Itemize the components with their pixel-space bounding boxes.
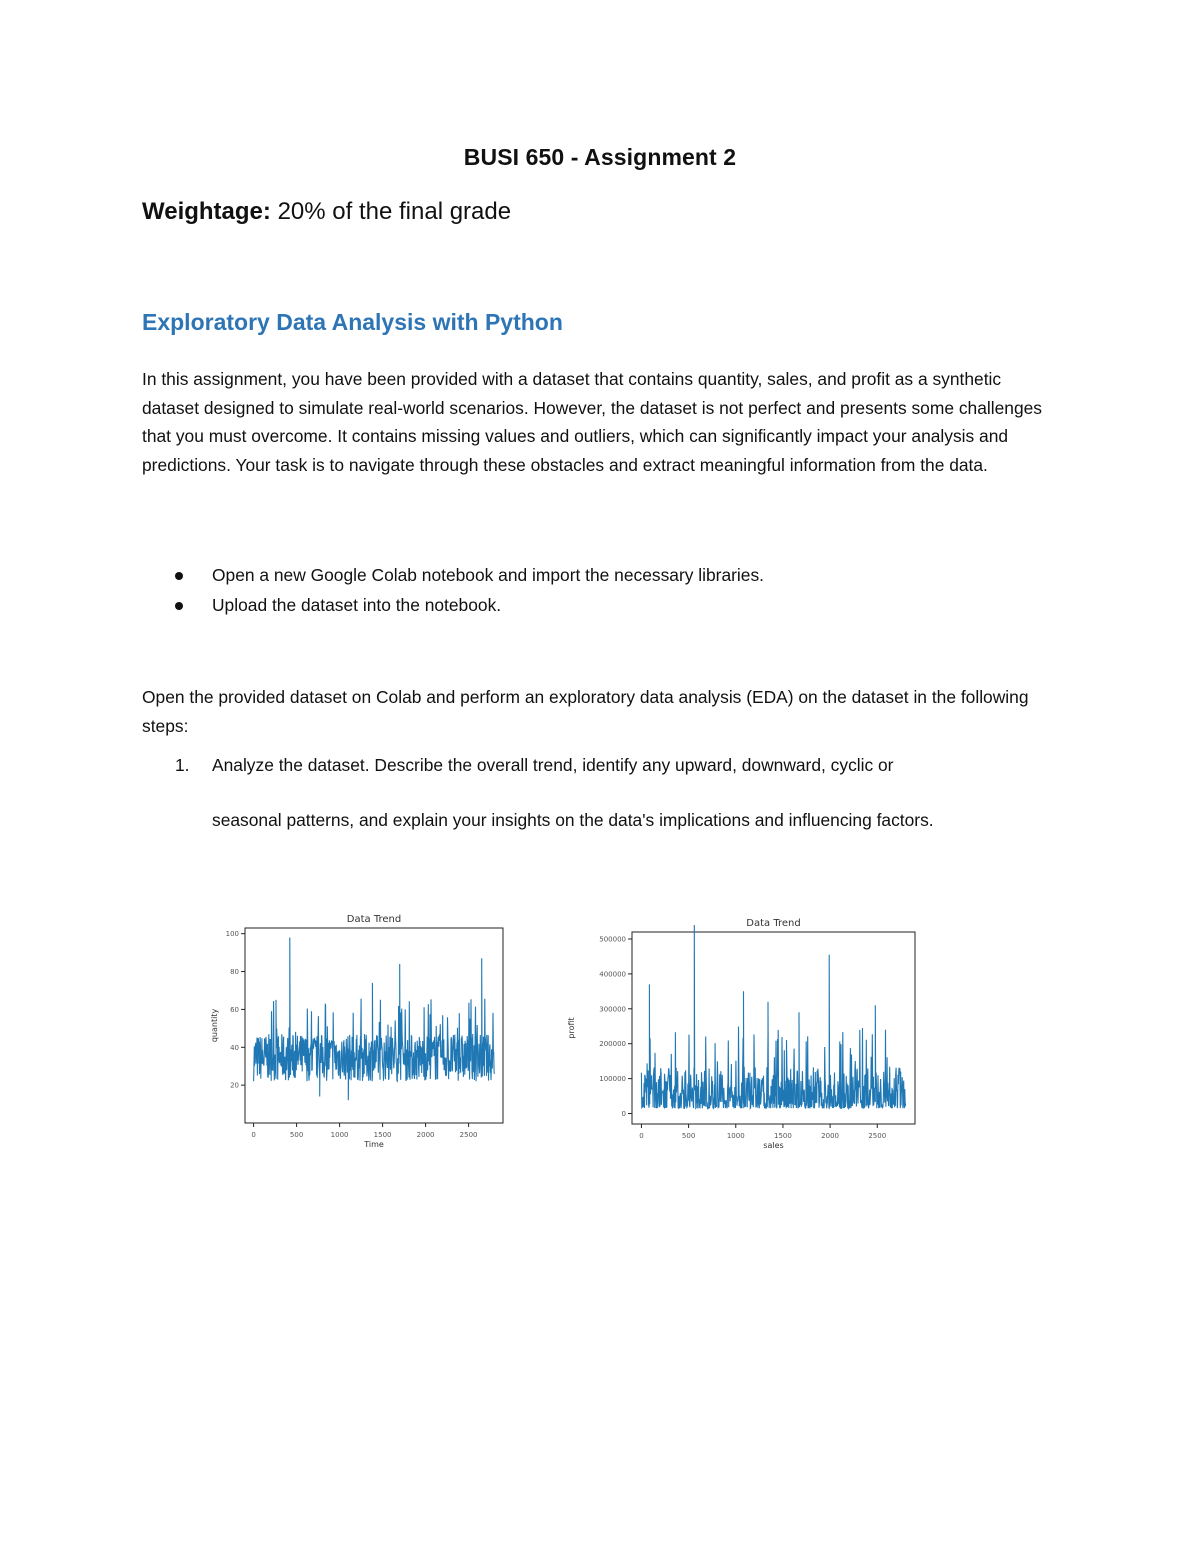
document-title: BUSI 650 - Assignment 2 — [463, 144, 737, 170]
bullet-list — [142, 565, 1042, 625]
weightage-line — [142, 198, 511, 226]
bullet-text: Upload the dataset into the notebook. — [212, 595, 502, 615]
x-tick-label: 1000 — [726, 1132, 745, 1140]
bullet-dot-icon — [175, 572, 183, 580]
y-tick-label: 100 — [225, 930, 239, 939]
chart-profit-trend — [560, 910, 920, 1150]
series-line — [641, 925, 905, 1108]
y-tick-label: 60 — [230, 1005, 239, 1014]
weightage-label: Weightage: — [142, 198, 271, 225]
y-tick-label: 500000 — [599, 935, 626, 944]
x-tick-label: 500 — [289, 1131, 304, 1139]
x-tick-label: 0 — [251, 1131, 256, 1139]
x-tick-label: 2000 — [821, 1132, 840, 1140]
y-tick-label: 20 — [230, 1081, 239, 1090]
series-line — [254, 938, 495, 1101]
x-axis-label: sales — [763, 1141, 784, 1150]
bullet-item — [142, 565, 1042, 595]
section-heading: Exploratory Data Analysis with Python — [142, 309, 563, 335]
x-tick-label: 500 — [681, 1132, 696, 1140]
y-tick-label: 80 — [230, 968, 239, 977]
bullet-text: Open a new Google Colab notebook and import the necessary libraries. — [212, 565, 764, 585]
plot-frame — [245, 928, 503, 1123]
step-1-continuation: seasonal patterns, and explain your insights on the data's implications and influencing factors. — [212, 810, 934, 830]
y-tick-label: 400000 — [599, 970, 626, 979]
y-tick-label: 300000 — [599, 1005, 626, 1014]
y-tick-label: 0 — [621, 1110, 626, 1119]
chart-title: Data Trend — [346, 914, 402, 925]
y-axis-label: quantity — [210, 1008, 219, 1043]
y-tick-label: 100000 — [599, 1075, 626, 1084]
y-tick-label: 40 — [230, 1043, 239, 1052]
x-axis-label: Time — [364, 1140, 384, 1148]
chart-quantity-trend — [205, 908, 510, 1148]
x-tick-label: 1500 — [373, 1131, 392, 1139]
intro-paragraph: In this assignment, you have been provided with a dataset that contains quantity, sales, and profit as a synthetic dataset designed to simulate real-world scenarios. However, the dataset is not perfect and presents some challenges that you must overcome. It contains missing values and outliers, which can significantly impact your analysis and predictions. Your task is to navigate through these obstacles and extract meaningful information from the data. — [142, 369, 1042, 475]
x-tick-label: 0 — [639, 1132, 644, 1140]
steps-intro-paragraph: Open the provided dataset on Colab and perform an exploratory data analysis (EDA) on the dataset in the following steps: — [142, 687, 1029, 736]
x-tick-label: 2500 — [868, 1132, 887, 1140]
weightage-value: 20% of the final grade — [270, 198, 512, 225]
x-tick-label: 1000 — [330, 1131, 349, 1139]
chart-title: Data Trend — [746, 918, 801, 929]
x-tick-label: 1500 — [774, 1132, 792, 1140]
bullet-item — [142, 595, 1042, 625]
y-axis-label: profit — [567, 1017, 576, 1039]
x-tick-label: 2500 — [459, 1131, 478, 1139]
step-text: Analyze the dataset. Describe the overall trend, identify any upward, downward, cyclic or — [212, 755, 894, 775]
step-number: 1. — [175, 755, 190, 775]
bullet-dot-icon — [175, 602, 183, 610]
y-tick-label: 200000 — [599, 1040, 626, 1049]
x-tick-label: 2000 — [416, 1131, 435, 1139]
